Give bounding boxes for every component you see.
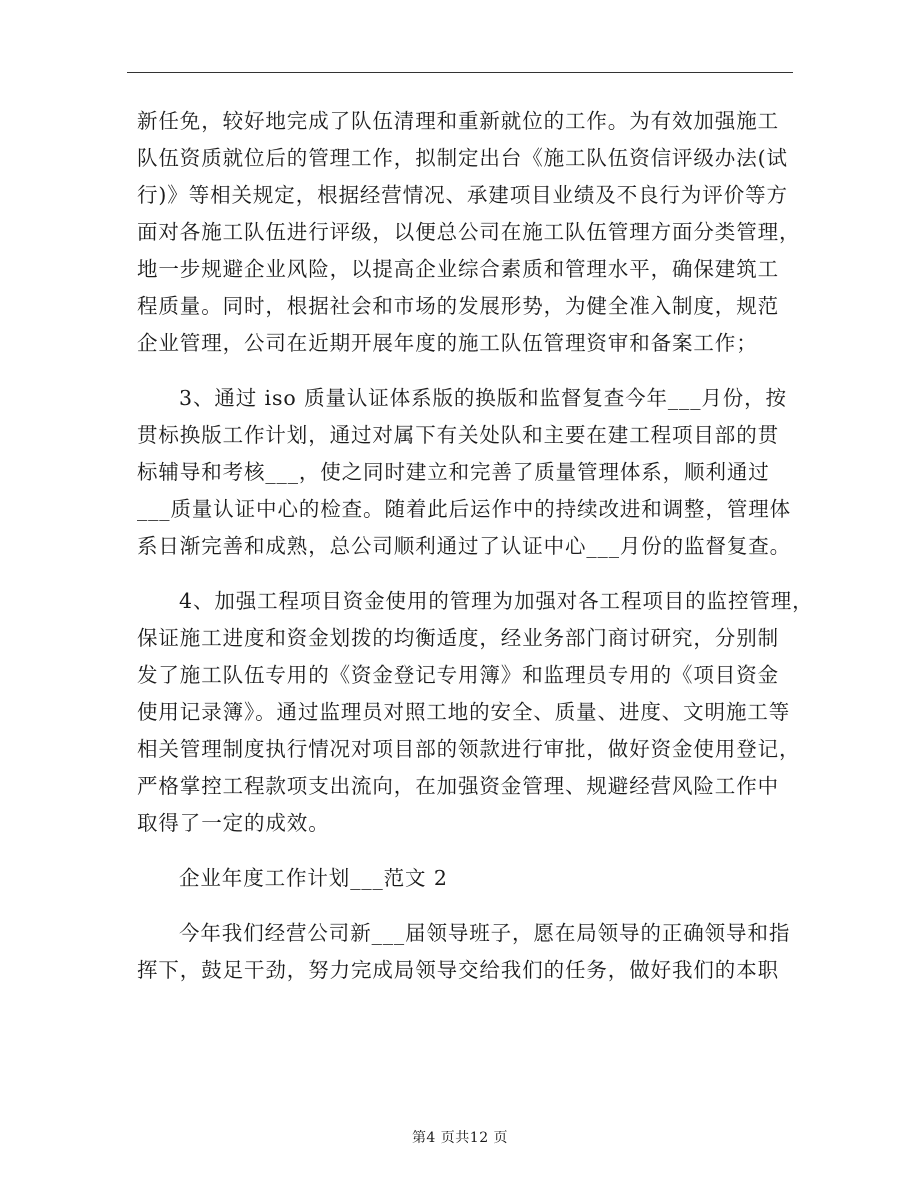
text-line: 企业年度工作计划___范文 2 <box>179 866 448 890</box>
header-rule <box>127 72 793 73</box>
text-line: 地一步规避企业风险，以提高企业综合素质和管理水平，确保建筑工 <box>137 257 779 281</box>
text-line: 系日渐完善和成熟，总公司顺利通过了认证中心___月份的监督复查。 <box>137 534 792 558</box>
text-line: 贯标换版工作计划，通过对属下有关处队和主要在建工程项目部的贯 <box>137 423 779 447</box>
text-line: 3、通过 iso 质量认证体系版的换版和监督复查今年___月份，按 <box>179 386 787 410</box>
text-line: 行)》等相关规定，根据经营情况、承建项目业绩及不良行为评价等方 <box>137 183 788 207</box>
text-line: 面对各施工队伍进行评级，以便总公司在施工队伍管理方面分类管理， <box>137 220 801 244</box>
text-line: 新任免，较好地完成了队伍清理和重新就位的工作。为有效加强施工 <box>137 109 779 133</box>
section-heading <box>137 860 797 897</box>
paragraph <box>137 103 801 362</box>
paragraph <box>137 583 814 842</box>
text-line: 程质量。同时，根据社会和市场的发展形势，为健全准入制度，规范 <box>137 294 779 318</box>
text-line: 发了施工队伍专用的《资金登记专用簿》和监理员专用的《项目资金 <box>137 663 779 687</box>
paragraph <box>137 915 797 989</box>
text-line: 4、加强工程项目资金使用的管理为加强对各工程项目的监控管理， <box>179 589 814 613</box>
text-line: 企业管理，公司在近期开展年度的施工队伍管理资审和备案工作； <box>137 331 758 355</box>
text-line: 严格掌控工程款项支出流向，在加强资金管理、规避经营风险工作中 <box>137 774 779 798</box>
text-line: 取得了一定的成效。 <box>137 811 330 835</box>
paragraph <box>137 380 797 565</box>
page-number: 第4 页共12 页 <box>411 1130 509 1146</box>
text-line: 标辅导和考核___，使之同时建立和完善了质量管理体系，顺利通过 <box>137 460 770 484</box>
text-line: 保证施工进度和资金划拨的均衡适度，经业务部门商讨研究，分别制 <box>137 626 779 650</box>
text-line: ___质量认证中心的检查。随着此后运作中的持续改进和调整，管理体 <box>137 497 792 521</box>
document-body <box>137 103 814 989</box>
text-line: 使用记录簿》。通过监理员对照工地的安全、质量、进度、文明施工等 <box>137 700 791 724</box>
text-line: 挥下，鼓足干劲，努力完成局领导交给我们的任务，做好我们的本职 <box>137 958 779 982</box>
text-line: 相关管理制度执行情况对项目部的领款进行审批，做好资金使用登记， <box>137 737 801 761</box>
text-line: 队伍资质就位后的管理工作，拟制定出台《施工队伍资信评级办法(试 <box>137 146 788 170</box>
text-line: 今年我们经营公司新___届领导班子，愿在局领导的正确领导和指 <box>179 921 791 945</box>
